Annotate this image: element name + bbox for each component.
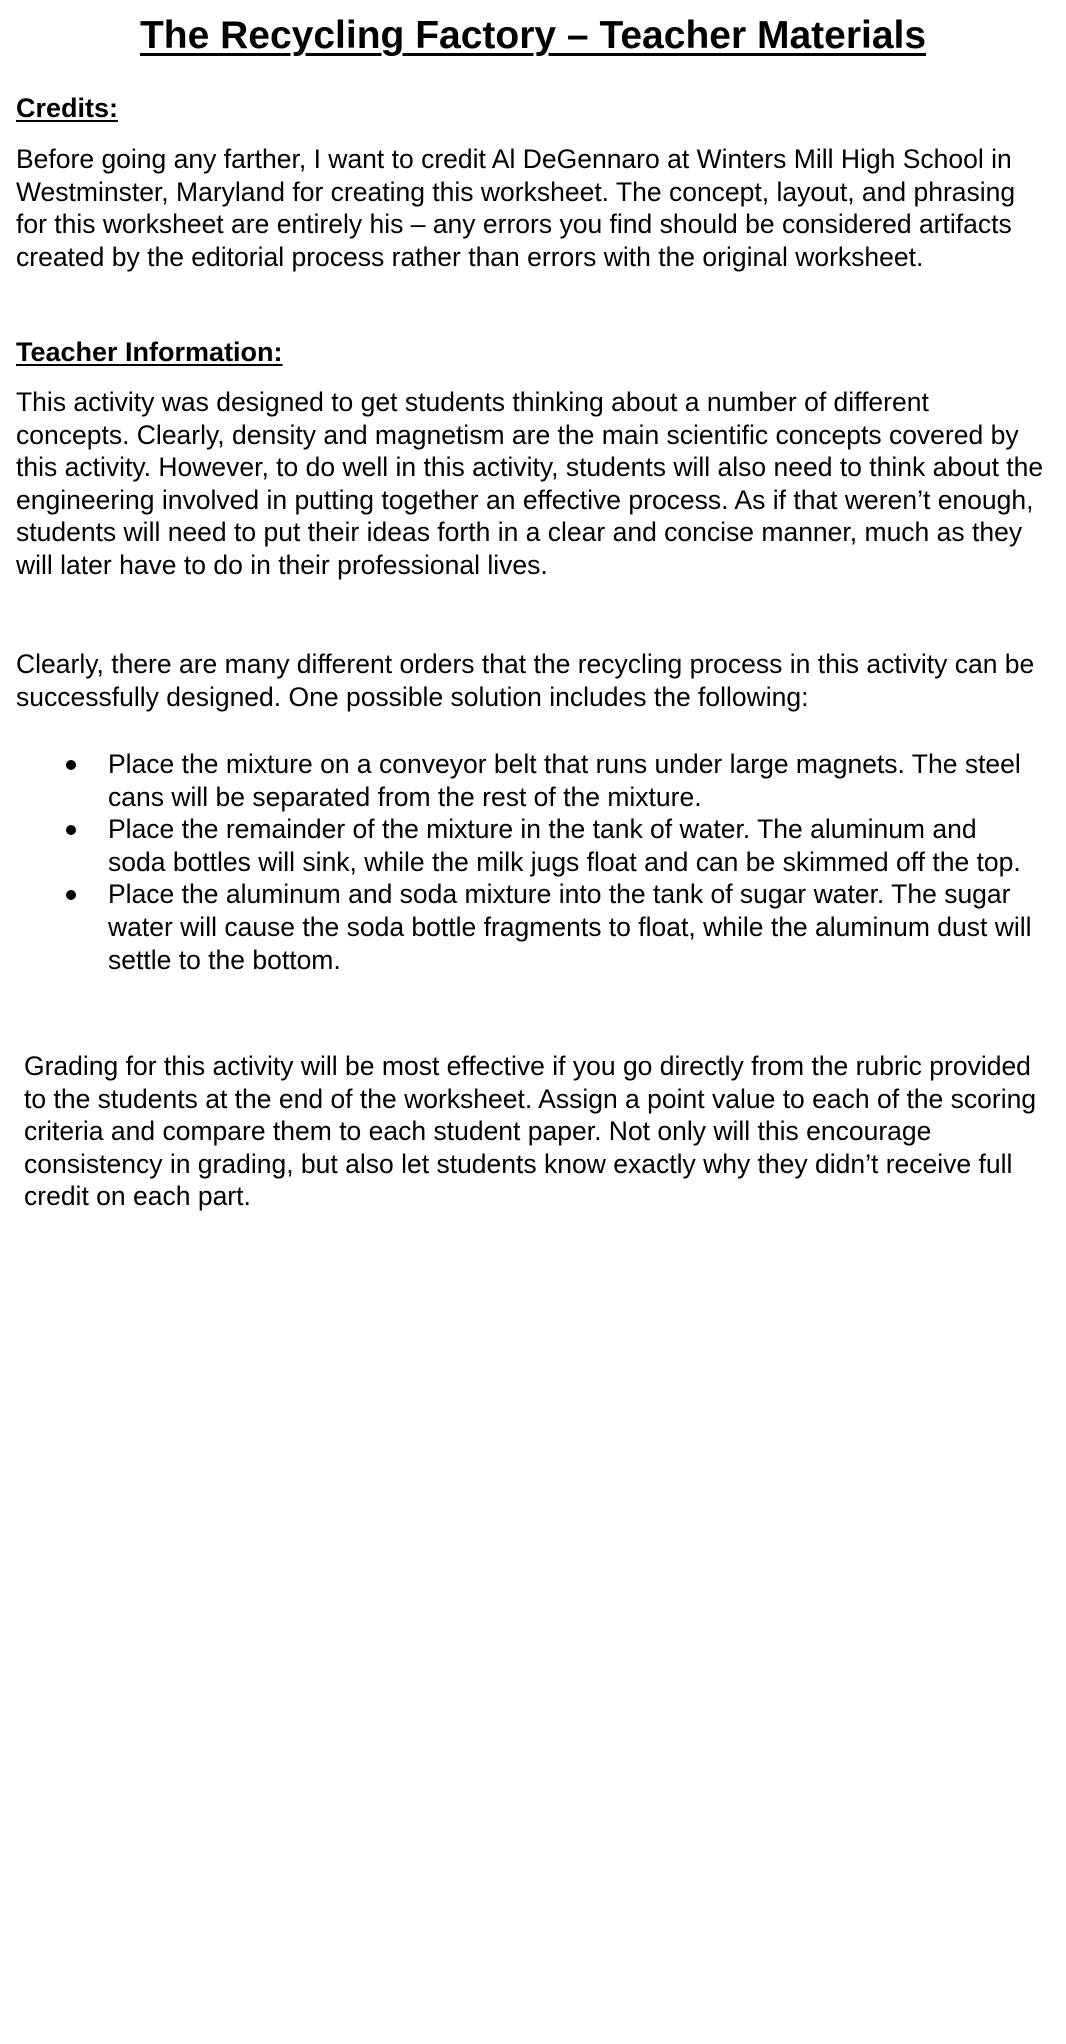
bullet-icon	[66, 825, 76, 835]
list-item	[0, 748, 1038, 813]
teacher-information-heading: Teacher Information:	[16, 337, 283, 367]
solution-steps-list	[0, 748, 1066, 976]
solution-intro-paragraph: Clearly, there are many different orders that the recycling process in this activity can be successfully designed. One possible solution includes the following:	[16, 649, 1035, 712]
list-item	[0, 813, 1038, 878]
credits-heading: Credits:	[16, 93, 119, 123]
bullet-icon	[66, 890, 76, 900]
credits-paragraph: Before going any farther, I want to credit Al DeGennaro at Winters Mill High School in Westminster, Maryland for creating this worksheet. The concept, layout, and phrasing for this worksheet are entirely his – any errors you find should be considered artifacts created by the editorial process rather than errors with the original worksheet.	[16, 144, 1016, 272]
solution-step-text: Place the mixture on a conveyor belt that runs under large magnets. The steel cans will be separated from the rest of the mixture.	[108, 749, 1021, 812]
grading-paragraph: Grading for this activity will be most effective if you go directly from the rubric provided to the students at the end of the worksheet. Assign a point value to each of the scoring criteria and compare them to each student paper. Not only will this encourage consistency in grading, but also let students know exactly why they didn’t receive full credit on each part.	[24, 1051, 1037, 1212]
solution-step-text: Place the remainder of the mixture in the tank of water. The aluminum and soda bottles will sink, while the milk jugs float and can be skimmed off the top.	[108, 814, 1021, 877]
solution-step-text: Place the aluminum and soda mixture into the tank of sugar water. The sugar water will cause the soda bottle fragments to float, while the aluminum dust will settle to the bottom.	[108, 879, 1032, 975]
bullet-icon	[66, 760, 76, 770]
document-title: The Recycling Factory – Teacher Materials	[139, 14, 927, 57]
teacher-information-paragraph: This activity was designed to get students thinking about a number of different concepts. Clearly, density and magnetism are the main scientific concepts covered by this activity. However, to do well in this activity, students will also need to think about the engineering involved in putting together an effective process. As if that weren’t enough, students will need to put their ideas forth in a clear and concise manner, much as they will later have to do in their professional lives.	[16, 387, 1044, 580]
list-item	[0, 878, 1038, 976]
